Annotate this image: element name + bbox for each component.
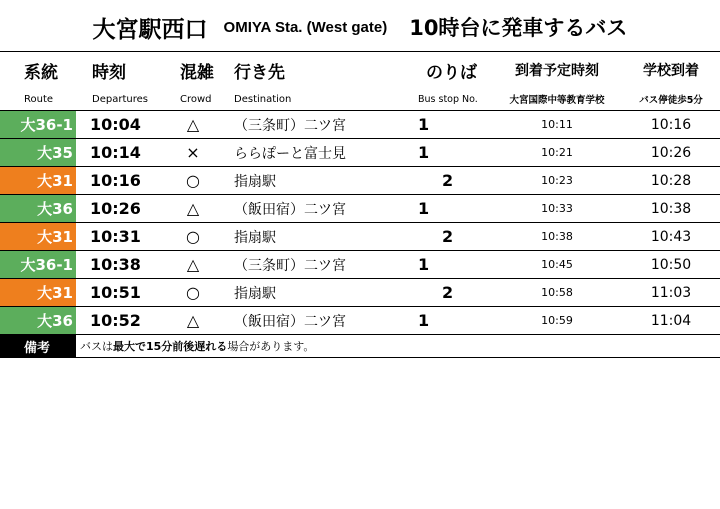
arrival-time: 10:11 [492,111,622,139]
table-row [0,111,720,139]
header-route-en: Route [24,93,54,105]
page-title [0,8,720,46]
header-row-en [0,88,720,111]
timetable-table [0,51,720,358]
school-arrival-time: 10:43 [622,223,720,251]
table-row [0,139,720,167]
crowd-icon: △ [160,111,226,139]
departure-time: 10:38 [76,251,160,279]
bus-stop-number: 2 [404,223,492,251]
table-row [0,223,720,251]
header-arrival-sub: 大宮国際中等教育学校 [509,95,605,106]
school-arrival-time: 10:26 [622,139,720,167]
header-school-sub: バス停徒歩5分 [639,95,703,106]
route-badge: 大35 [0,139,76,167]
note-text-pre: バスは [80,340,113,353]
arrival-time: 10:59 [492,307,622,335]
destination: 指扇駅 [226,167,404,195]
arrival-time: 10:58 [492,279,622,307]
school-arrival-time: 10:38 [622,195,720,223]
header-destination-en: Destination [234,93,292,105]
table-row [0,167,720,195]
destination: （飯田宿）二ツ宮 [226,307,404,335]
header-bus-stop-en: Bus stop No. [418,93,478,105]
table-header [0,52,720,111]
school-arrival-time: 10:50 [622,251,720,279]
note-row [0,335,720,358]
school-arrival-time: 11:03 [622,279,720,307]
route-badge: 大36 [0,195,76,223]
table-row [0,251,720,279]
header-destination: 行き先 [226,52,404,89]
school-arrival-time: 11:04 [622,307,720,335]
arrival-time: 10:45 [492,251,622,279]
note-label: 備考 [0,335,76,358]
departure-time: 10:04 [76,111,160,139]
destination: ららぽーと富士見 [226,139,404,167]
note-text-emphasis: 最大で15分前後遅れる [113,340,228,353]
crowd-icon: ○ [160,167,226,195]
timetable-subtitle: 10時台に発車するバス [409,16,628,40]
destination: 指扇駅 [226,279,404,307]
crowd-icon: × [160,139,226,167]
departure-time: 10:51 [76,279,160,307]
table-body [0,111,720,358]
header-departures: 時刻 [76,52,160,89]
route-badge: 大36-1 [0,251,76,279]
departure-time: 10:52 [76,307,160,335]
bus-stop-number: 1 [404,139,492,167]
school-arrival-time: 10:16 [622,111,720,139]
bus-stop-number: 1 [404,111,492,139]
destination: （三条町）二ツ宮 [226,111,404,139]
arrival-time: 10:38 [492,223,622,251]
departure-time: 10:26 [76,195,160,223]
header-arrival: 到着予定時刻 [492,52,622,89]
school-arrival-time: 10:28 [622,167,720,195]
crowd-icon: △ [160,307,226,335]
crowd-icon: △ [160,251,226,279]
bus-stop-number: 1 [404,195,492,223]
destination: 指扇駅 [226,223,404,251]
header-row-jp [0,52,720,89]
table-row [0,307,720,335]
header-school-arrival: 学校到着 [622,52,720,89]
destination: （三条町）二ツ宮 [226,251,404,279]
station-name-en: OMIYA Sta. (West gate) [223,18,388,36]
arrival-time: 10:33 [492,195,622,223]
departure-time: 10:14 [76,139,160,167]
header-route: 系統 [0,52,76,89]
header-departures-en: Departures [92,93,148,105]
departure-time: 10:16 [76,167,160,195]
bus-stop-number: 2 [404,279,492,307]
table-row [0,195,720,223]
note-text-post: 場合があります。 [227,340,315,353]
arrival-time: 10:21 [492,139,622,167]
arrival-time: 10:23 [492,167,622,195]
route-badge: 大31 [0,167,76,195]
departure-time: 10:31 [76,223,160,251]
route-badge: 大36 [0,307,76,335]
bus-stop-number: 2 [404,167,492,195]
route-badge: 大31 [0,279,76,307]
bus-stop-number: 1 [404,251,492,279]
bus-stop-number: 1 [404,307,492,335]
table-row [0,279,720,307]
destination: （飯田宿）二ツ宮 [226,195,404,223]
timetable [0,51,720,358]
station-name: 大宮駅西口 [92,16,208,43]
note-text [76,335,720,358]
header-crowd-en: Crowd [180,93,212,105]
header-bus-stop: のりば [404,52,492,89]
header-crowd: 混雑 [160,52,226,89]
crowd-icon: ○ [160,223,226,251]
crowd-icon: △ [160,195,226,223]
crowd-icon: ○ [160,279,226,307]
route-badge: 大36-1 [0,111,76,139]
route-badge: 大31 [0,223,76,251]
